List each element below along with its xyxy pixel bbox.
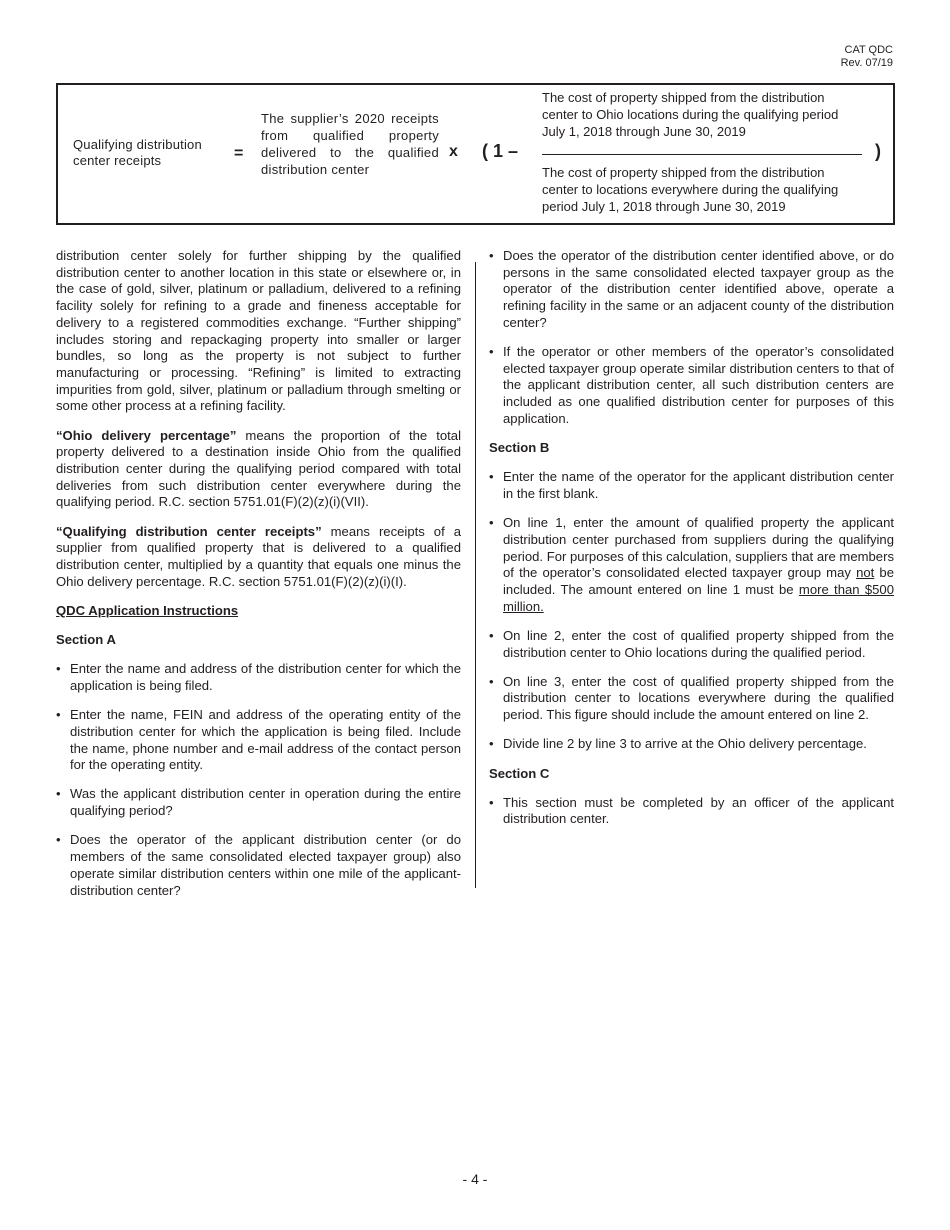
section-a-heading: Section A	[56, 632, 116, 648]
list-item	[489, 674, 894, 724]
bullet: •	[489, 794, 494, 810]
list-item-text: Enter the name of the operator for the applicant distribution center in the first blank.	[503, 469, 894, 501]
list-item	[489, 795, 894, 828]
formula-multiply-sign: x	[449, 143, 458, 160]
formula-equals-sign: =	[234, 145, 244, 162]
left-column	[56, 248, 461, 912]
formula-numerator: The cost of property shipped from the distribution center to Ohio locations during the qualifying period July 1, 2018 through June 30, 2019	[542, 90, 839, 139]
term-ohio-delivery-percentage: “Ohio delivery percentage”	[56, 427, 237, 443]
underlined-amount: more than $500 million.	[503, 581, 894, 614]
bullet: •	[489, 344, 494, 360]
page-number: - 4 -	[462, 1171, 488, 1187]
list-item	[489, 628, 894, 661]
fraction-bar	[542, 154, 862, 155]
list-item	[56, 661, 461, 694]
definition-text: means receipts of a supplier from qualified property that is delivered to a qualified distribution center, multiplied by a quantity that equals one minus the Ohio delivery percentage. R.C. section 5751.01(F)(2)(z)(i)(I).	[56, 523, 461, 589]
bullet: •	[56, 661, 61, 677]
definition-ohio-delivery-percentage	[56, 428, 461, 512]
term-qualifying-receipts: “Qualifying distribution center receipts”	[56, 523, 322, 539]
list-item-text: Enter the name, FEIN and address of the operating entity of the distribution center for which the application is being filed. Include the name, phone number and e-mail address of the contact person for the operating entity.	[70, 707, 461, 773]
section-b-heading: Section B	[489, 440, 550, 456]
text-segment: be included. The amount entered on line 1 must be	[503, 565, 894, 597]
list-item-text: This section must be completed by an officer of the applicant distribution center.	[503, 794, 894, 827]
bullet: •	[56, 832, 61, 848]
list-item-text: Does the operator of the applicant distribution center (or do members of the same consolidated elected taxpayer group) also operate similar distribution centers within one mile of the applicant-distribution center?	[70, 832, 461, 898]
list-item	[489, 736, 894, 753]
underlined-not: not	[856, 565, 875, 581]
list-item-text: Was the applicant distribution center in operation during the entire qualifying period?	[70, 786, 461, 819]
list-item-text	[503, 515, 894, 614]
bullet: •	[489, 469, 494, 485]
bullet: •	[489, 673, 494, 689]
list-item	[489, 344, 894, 428]
section-c-heading: Section C	[489, 765, 550, 781]
column-divider	[475, 262, 476, 888]
definition-continuation: distribution center solely for further shipping by the qualified distribution center to another location in this state or elsewhere or, in the case of gold, silver, platinum or palladium, delivered to a refining facility solely for refining to a grade and fineness acceptable for delivery to a registered commodities exchange. “Further shipping” includes storing and repackaging property into smaller or larger bundles, so long as the property is not subject to further manufacturing or processing. “Refining” is limited to extracting impurities from gold, silver, platinum or palladium through smelting or some other process at a refining facility.	[56, 248, 461, 414]
formula-label: Qualifying distribution center receipts	[73, 137, 202, 168]
list-item	[56, 832, 461, 899]
bullet: •	[489, 736, 494, 752]
list-item-text: Does the operator of the distribution center identified above, or do persons in the same consolidated elected taxpayer group as the operator of the distribution center identified above, operate a refining facility in the same or an adjacent county of the distribution center?	[503, 248, 894, 330]
list-item	[489, 515, 894, 615]
instructions-heading: QDC Application Instructions	[56, 602, 239, 618]
list-item-text: On line 2, enter the cost of qualified property shipped from the distribution center to Ohio locations during the qualified period.	[503, 627, 894, 660]
bullet: •	[56, 786, 61, 802]
form-name: CAT QDC	[844, 44, 893, 56]
formula-open-paren: ( 1 –	[482, 141, 519, 161]
list-item	[489, 248, 894, 332]
qdc-receipts-formula	[56, 83, 895, 225]
list-item-text: If the operator or other members of the operator’s consolidated elected taxpayer group operate similar distribution centers to that of the applicant distribution center, all such distribution centers are included as one qualified distribution center for purposes of this application.	[503, 344, 894, 426]
bullet: •	[489, 248, 494, 263]
form-identifier	[841, 44, 893, 70]
formula-supplier-receipts: The supplier’s 2020 receipts from qualified property delivered to the qualified distribution center	[261, 111, 439, 177]
bullet: •	[56, 707, 61, 723]
list-item-text: On line 3, enter the cost of qualified property shipped from the distribution center to locations everywhere during the qualified period. This figure should include the amount entered on line 2.	[503, 673, 894, 723]
definition-text: means the proportion of the total property delivered to a destination inside Ohio from the qualified distribution center during the qualifying period compared with total deliveries from such distribution center everywhere during the qualifying period. R.C. section 5751.01(F)(2)(z)(i)(VII).	[56, 427, 461, 510]
formula-close-paren: )	[875, 141, 881, 161]
text-segment: On line 1, enter the amount of qualified property the applicant distribution center purchased from suppliers during the qualifying period. For purposes of this calculation, suppliers that are members of the operator’s consolidated elected taxpayer group may	[503, 515, 894, 581]
bullet: •	[489, 627, 494, 643]
list-item	[56, 786, 461, 819]
definition-qualifying-receipts	[56, 524, 461, 591]
list-item	[56, 707, 461, 774]
list-item	[489, 469, 894, 502]
bullet: •	[489, 515, 494, 531]
list-item-text: Divide line 2 by line 3 to arrive at the Ohio delivery percentage.	[503, 736, 867, 752]
list-item-text: Enter the name and address of the distribution center for which the application is being filed.	[70, 661, 461, 693]
right-column	[489, 248, 894, 841]
form-revision: Rev. 07/19	[840, 57, 893, 69]
formula-denominator: The cost of property shipped from the distribution center to locations everywhere during the qualifying period July 1, 2018 through June 30, 2019	[542, 165, 839, 214]
